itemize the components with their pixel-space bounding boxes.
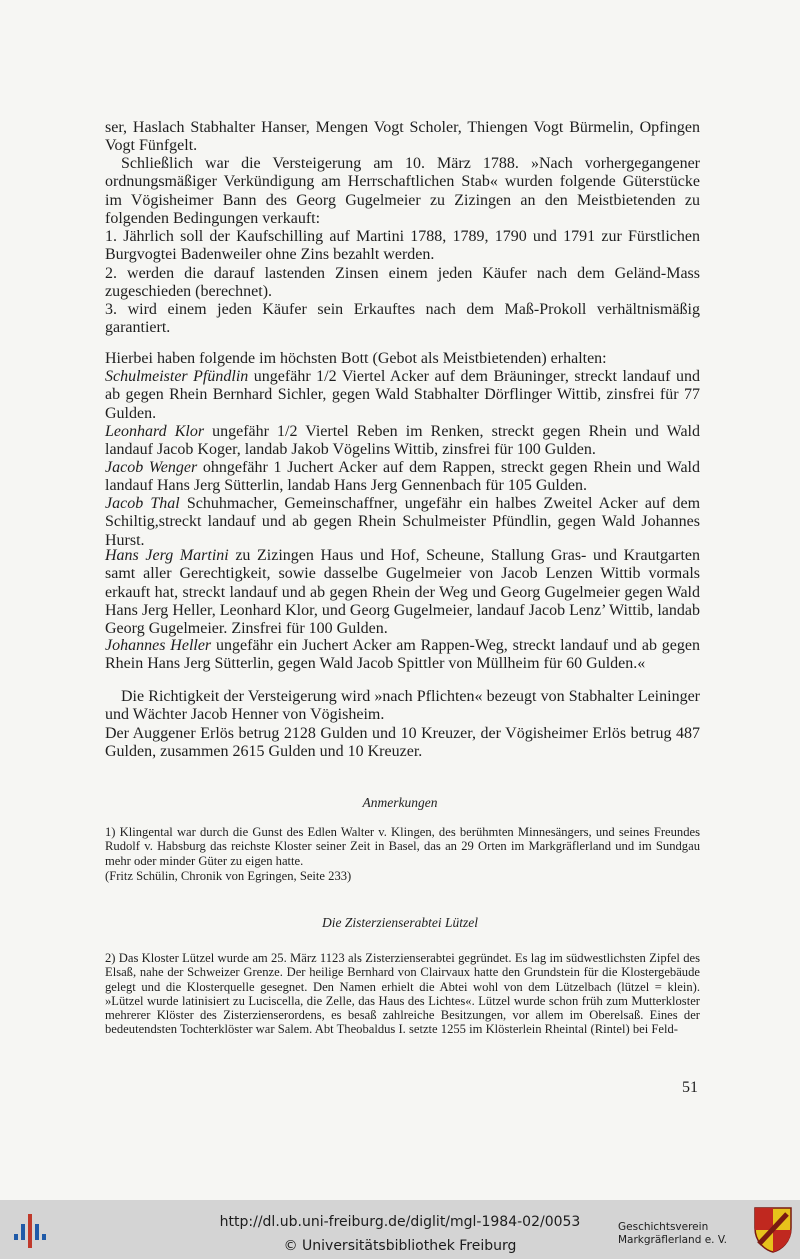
condition-1: 1. Jährlich soll der Kaufschilling auf Martini 1788, 1789, 1790 und 1791 zur Fürstlichen Burgvogtei Badenweiler ohne Zins bezahlt werden. [105,228,700,264]
buyer-text: Schuhmacher, Gemeinschaffner, ungefähr ein halbes Zweitel Acker auf dem Schiltig,streckt landauf und ab gegen Rhein Schulmeister Pfündlin, gegen Wald Johannes Hurst. [105,495,701,549]
buyers-intro: Hierbei haben folgende im höchsten Bott (Gebot als Meistbietenden) erhalten: [105,350,607,367]
paragraph-proceeds: Der Auggener Erlös betrug 2128 Gulden und 10 Kreuzer, der Vögisheimer Erlös betrug 487 Gulden, zusammen 2615 Gulden und 10 Kreuzer. [105,725,700,761]
buyer-entry [105,637,700,674]
buyer-text: ungefähr ein Juchert Acker am Rappen-Weg, streckt landauf und ab gegen Rhein Hans Jerg Sütterlin, gegen Wald Jacob Spittler von Müllheim für 60 Gulden.« [105,637,700,673]
page-number: 51 [682,1079,698,1096]
notes-heading: Anmerkungen [362,795,438,810]
source-url-link[interactable]: http://dl.ub.uni-freiburg.de/diglit/mgl-1984-02/0053 [219,1214,581,1230]
paragraph-auction: Schließlich war die Versteigerung am 10. März 1788. »Nach vorhergegangener ordnungsmäßiger Verkündigung am Herrschaftlichen Stab« wurden folgende Güterstücke im Vögisheimer Bann des Georg Gugelmeier zu Zizingen an den Meistbietenden zu folgenden Bedingungen verkauft: [105,155,700,227]
buyer-entry [105,495,700,550]
luetzel-heading: Die Zisterzienserabtei Lützel [322,915,478,930]
buyer-entry [105,459,700,496]
buyer-name: Schulmeister Pfündlin [105,368,249,385]
society-name [618,1221,746,1247]
condition-2: 2. werden die darauf lastenden Zinsen einem jeden Käufer nach dem Geländ-Mass zugeschieden (berechnet). [105,265,700,301]
footnote-1: 1) Klingental war durch die Gunst des Edlen Walter v. Klingen, des berühmten Minnesängers, und seines Freundes Rudolf v. Habsburg das reichste Kloster seiner Zeit in Basel, das an 29 Orten im Markgräflerland und im Sundgau mehr oder minder Güter zu eigen hatte. [105,825,700,868]
buyer-entry [105,423,700,460]
paragraph-attestation: Die Richtigkeit der Versteigerung wird »nach Pflichten« bezeugt von Stabhalter Leininger und Wächter Jacob Henner von Vögisheim. [105,688,700,724]
society-name-line1: Geschichtsverein [618,1221,709,1233]
buyer-text: zu Zizingen Haus und Hof, Scheune, Stallung Gras- und Krautgarten samt aller Gerechtigkeit, sowie dasselbe Gugelmeier von Jacob Lenzen Wittib vormals erkauft hat, streckt landauf und ab gegen Rhein der Weg und Georg Gugelmeier gegen Wald Hans Jerg Heller, Leonhard Klor, und Georg Gugelmeier, landauf Jacob Lenz’ Wittib, landab Georg Gugelmeier. Zinsfrei für 100 Gulden. [105,547,700,638]
buyer-text: ohngefähr 1 Juchert Acker auf dem Rappen, streckt gegen Rhein und Wald landauf Hans Jerg Sütterlin, landab Hans Jerg Gennenbach für 105 Gulden. [105,459,700,495]
buyer-entry [105,547,700,638]
paragraph-continuation: ser, Haslach Stabhalter Hanser, Mengen Vogt Scholer, Thiengen Vogt Bürmelin, Opfingen Vogt Fünfgelt. [105,119,700,155]
footnote-2: 2) Das Kloster Lützel wurde am 25. März 1123 als Zisterzienserabtei gegründet. Es lag im südwestlichsten Zipfel des Elsaß, nahe der Schweizer Grenze. Der heilige Bernhard von Clairvaux hatte den Grundstein für die Klostergebäude gelegt und die Klosterquelle gesegnet. Den Namen erhielt die Abtei wohl von dem Lützelbach (lützel = klein). »Lützel wurde latinisiert zu Luciscella, die Zelle, das Haus des Lichtes«. Lützel wurde schon früh zum Mutterkloster mehrerer Klöster des Zisterzienserordens, es besaß zahlreiche Besitzungen, vor allem im Oberelsaß. Eines der bedeutendsten Tochterklöster war Salem. Abt Theobaldus I. setzte 1255 im Klösterlein Rheintal (Rintel) bei Feld- [105,951,700,1037]
coat-of-arms-icon [753,1206,793,1254]
buyer-name: Johannes Heller [105,637,212,654]
buyer-name: Hans Jerg Martini [105,547,229,564]
society-name-line2: Markgräflerland e. V. [618,1234,728,1246]
footer-bar [0,1200,800,1259]
buyer-name: Jacob Thal [105,495,180,512]
buyer-name: Leonhard Klor [105,423,205,440]
footnote-1-source: (Fritz Schülin, Chronik von Egringen, Seite 233) [105,869,352,883]
ub-freiburg-logo-icon [12,1210,52,1252]
buyer-text: ungefähr 1/2 Viertel Reben im Renken, streckt gegen Rhein und Wald landauf Jacob Koger, landab Jakob Vögelins Wittib, zinsfrei für 100 Gulden. [105,423,700,459]
condition-3: 3. wird einem jeden Käufer sein Erkauftes nach dem Maß-Prokoll verhältnismäßig garantiert. [105,301,700,337]
copyright-text: © Universitätsbibliothek Freiburg [283,1238,517,1254]
buyer-entry [105,368,700,423]
buyer-text: ungefähr 1/2 Viertel Acker auf dem Bräuninger, streckt landauf und ab gegen Rhein Bernhard Sichler, gegen Wald Stabhalter Dörflinger Wittib, zinsfrei für 77 Gulden. [105,368,700,422]
buyer-name: Jacob Wenger [105,459,198,476]
